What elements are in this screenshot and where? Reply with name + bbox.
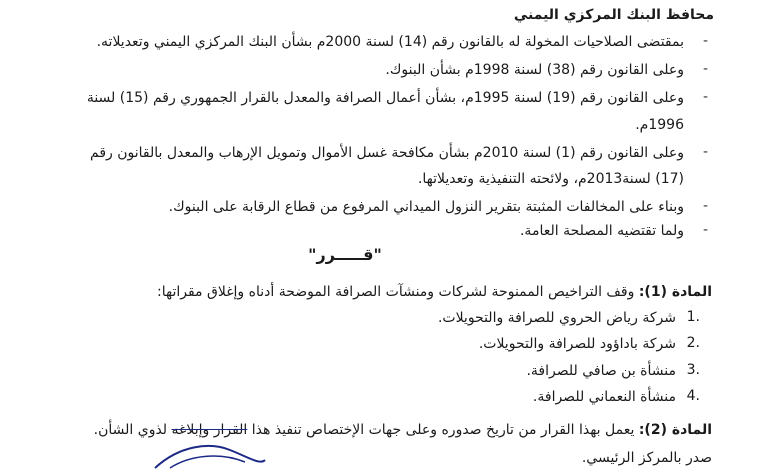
preamble-line: ولما تقتضيه المصلحة العامة. [519,223,684,239]
list-item-number: 4. [686,388,700,404]
preamble-line: بمقتضى الصلاحيات المخولة له بالقانون رقم (14) لسنة 2000م بشأن البنك المركزي اليمني وتعديلاته. [96,34,684,50]
article-2 [94,421,712,439]
bullet-dash: - [702,144,708,160]
list-item: منشأة بن صافي للصرافة. [526,363,676,379]
list-item: شركة رياض الحروي للصرافة والتحويلات. [437,310,676,326]
issued-statement: صدر بالمركز الرئيسي. [581,450,712,466]
article-1 [157,283,712,301]
article-2-text: يعمل بهذا القرار من تاريخ صدوره وعلى جهات الإختصاص تنفيذ هذا [247,422,639,438]
article-1-text: وقف التراخيص الممنوحة لشركات ومنشآت الصرافة الموضحة أدناه وإغلاق مقراتها: [157,284,639,300]
article-2-struck-text: القرار وإبلاغه [171,422,248,438]
preamble-line-continued: (17) لسنة2013م، ولائحته التنفيذية وتعديلاتها. [417,171,684,187]
list-item-number: 2. [686,335,700,351]
decision-heading-text: "قـــــرر" [308,245,382,264]
preamble-line: وعلى القانون رقم (38) لسنة 1998م بشأن البنوك. [385,62,684,78]
signature-scribble [150,440,270,470]
bullet-dash: - [702,89,708,105]
list-item: شركة باداؤود للصرافة والتحويلات. [478,336,676,352]
article-2-label: المادة (2): [638,422,712,438]
preamble-line: وعلى القانون رقم (19) لسنة 1995م، بشأن أعمال الصرافة والمعدل بالقرار الجمهوري رقم (15) لسنة [86,90,684,106]
preamble-line: وعلى القانون رقم (1) لسنة 2010م بشأن مكافحة غسل الأموال وتمويل الإرهاب والمعدل بالقانون رقم [90,145,684,161]
list-item-number: 3. [686,362,700,378]
preamble-line-continued: 1996م. [635,117,684,133]
list-item-number: 1. [686,309,700,325]
bullet-dash: - [702,61,708,77]
preamble-line: وبناء على المخالفات المثبتة بتقرير النزول الميداني المرفوع من قطاع الرقابة على البنوك. [168,199,684,215]
bullet-dash: - [702,33,708,49]
list-item: منشأة النعماني للصرافة. [532,389,676,405]
article-2-text-end: لذوي الشأن. [93,422,172,438]
decision-heading [0,245,780,264]
bullet-dash: - [702,198,708,214]
article-1-label: المادة (1): [638,284,712,300]
document-title: محافظ البنك المركزي اليمني [513,7,714,23]
bullet-dash: - [702,222,708,238]
